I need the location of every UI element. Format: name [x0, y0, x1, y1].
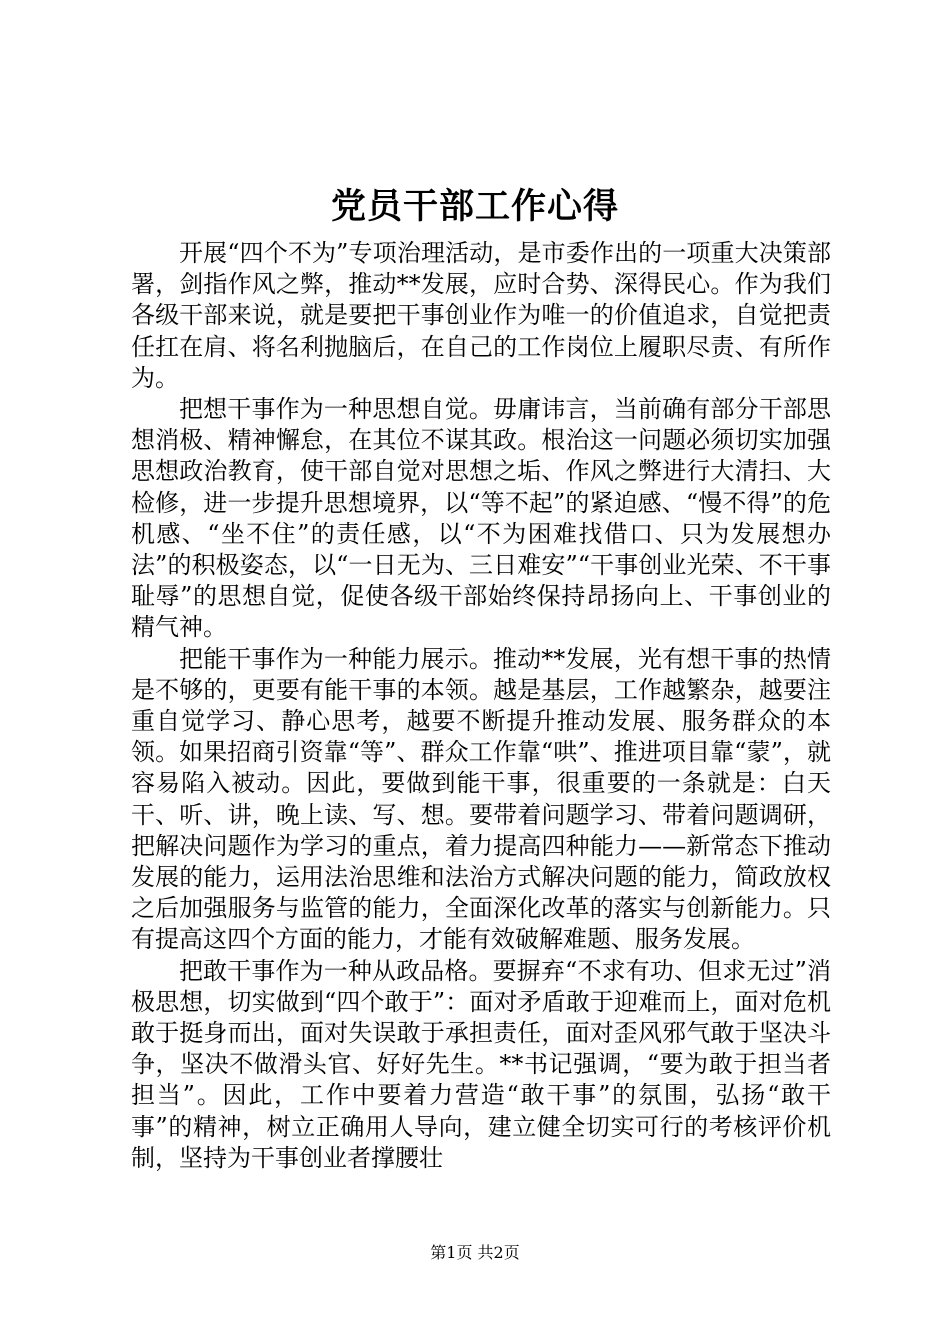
paragraph-ability: 把能干事作为一种能力展示。推动**发展，光有想干事的热情是不够的，更要有能干事的本领。越是基层，工作越繁杂，越要注重自觉学习、静心思考，越要不断提升推动发展、服务群众的本领。如果招商引资靠“等”、群众工作靠“哄”、推进项目靠“蒙”，就容易陷入被动。因此，要做到能干事，很重要的一条就是：白天干、听、讲，晚上读、写、想。要带着问题学习、带着问题调研，把解决问题作为学习的重点，着力提高四种能力——新常态下推动发展的能力，运用法治思维和法治方式解决问题的能力，简政放权之后加强服务与监管的能力，全面深化改革的落实与创新能力。只有提高这四个方面的能力，才能有效破解难题、服务发展。	[131, 644, 831, 954]
paragraph-think: 把想干事作为一种思想自觉。毋庸讳言，当前确有部分干部思想消极、精神懈怠，在其位不谋其政。根治这一问题必须切实加强思想政治教育，使干部自觉对思想之垢、作风之弊进行大清扫、大检修，进一步提升思想境界，以“等不起”的紧迫感、“慢不得”的危机感、“坐不住”的责任感，以“不为困难找借口、只为发展想办法”的积极姿态，以“一日无为、三日难安”“干事创业光荣、不干事耻辱”的思想自觉，促使各级干部始终保持昂扬向上、干事创业的精气神。	[131, 395, 831, 642]
page-footer: 第1页 共2页	[430, 1243, 520, 1262]
document-body	[131, 238, 831, 1174]
paragraph-intro: 开展“四个不为”专项治理活动，是市委作出的一项重大决策部署，剑指作风之弊，推动**发展，应时合势、深得民心。作为我们各级干部来说，就是要把干事创业作为唯一的价值追求，自觉把责任扛在肩、将名利抛脑后，在自己的工作岗位上履职尽责、有所作为。	[131, 239, 831, 392]
document-title: 党员干部工作心得	[330, 186, 619, 227]
paragraph-courage: 把敢干事作为一种从政品格。要摒弃“不求有功、但求无过”消极思想，切实做到“四个敢于”：面对矛盾敢于迎难而上，面对危机敢于挺身而出，面对失误敢于承担责任，面对歪风邪气敢于坚决斗争，坚决不做滑头官、好好先生。**书记强调，“要为敢于担当者担当”。因此，工作中要着力营造“敢干事”的氛围，弘扬“敢干事”的精神，树立正确用人导向，建立健全切实可行的考核评价机制，坚持为干事创业者撑腰壮	[131, 956, 831, 1172]
